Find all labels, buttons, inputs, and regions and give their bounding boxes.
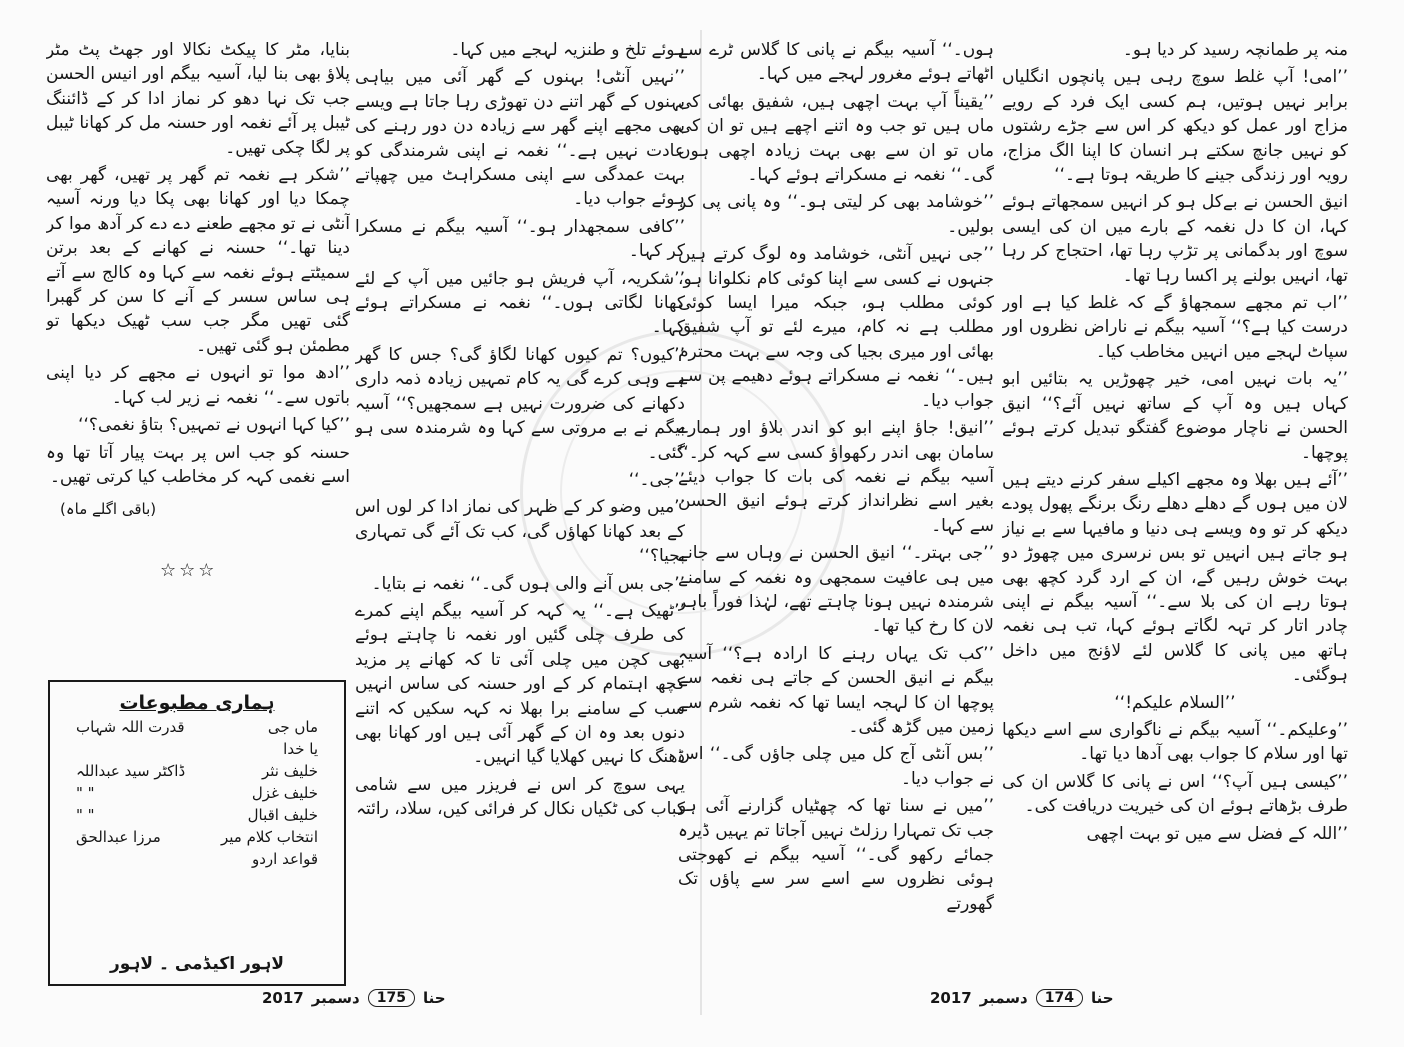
paragraph: ’’بس آنٹی آج کل میں چلی جاؤں گی۔‘‘ اس نے جواب دیا۔ bbox=[678, 744, 994, 789]
ad-row bbox=[50, 740, 344, 758]
footer-right bbox=[930, 986, 1114, 1010]
paragraph: بنایا، مٹر کا پیکٹ نکالا اور جھٹ پٹ مٹر پلاؤ بھی بنا لیا، آسیہ بیگم اور انیس الحسن جب تک نہا دھو کر نماز ادا کر کے ڈائننگ ٹیبل پر آئے نغمہ اور حسنہ مل کر کھانا ٹیبل پر لگا چکی تھیں۔ bbox=[46, 40, 350, 158]
column-1 bbox=[1002, 38, 1348, 978]
ad-row bbox=[50, 806, 344, 824]
paragraph: ’’جی نہیں آنٹی، خوشامد وہ لوگ کرتے ہیں جنہوں نے کسی سے اپنا کوئی کام نکلوانا ہو، کوئی مطلب ہو، جبکہ میرا ایسا کوئی مطلب ہے نہ کام، میرے لئے تو آپ شفیق بھائی اور میری بجیا کی وجہ سے بہت محترم ہیں۔‘‘ نغمہ نے مسکراتے ہوئے دھیمے پن سے جواب دیا۔ bbox=[678, 244, 994, 411]
paragraph: ’’شکر ہے نغمہ تم گھر پر تھیں، گھر بھی چمکا دیا اور کھانا بھی پکا دیا ورنہ آسیہ آنٹی نے تو مجھے طعنے دے دے کر آدھ موا کر دینا تھا۔‘‘ حسنہ نے کھانے کے بعد برتن سمیٹتے ہوئے نغمہ سے کہا وہ کالج سے آتے ہی ساس سسر کے آنے کا سن کر گھبرا گئی تھیں مگر جب سب ٹھیک دیکھا تو مطمئن ہو گئی تھیں۔ bbox=[46, 165, 350, 356]
footer-left bbox=[262, 986, 446, 1010]
paragraph: ’’انیق! جاؤ اپنے ابو کو اندر بلاؤ اور ہمارے سامان بھی اندر رکھواؤ کسی سے کہہ کر۔‘‘ آسیہ بیگم نے نغمہ کی بات کا جواب دیئے بغیر اسے نظرانداز کرتے ہوئے انیق الحسن سے کہا۔ bbox=[678, 418, 994, 536]
magazine-brand: حنا bbox=[422, 989, 446, 1007]
paragraph: ’’جی بہتر۔‘‘ انیق الحسن نے وہاں سے جانے میں ہی عافیت سمجھی وہ نغمہ کے سامنے شرمندہ نہیں ہونا چاہتے تھے، لہٰذا فوراً باہر لان کا رخ کیا تھا۔ bbox=[678, 543, 994, 637]
paragraph: ’’کیا کہا انہوں نے تمہیں؟ بتاؤ نغمی؟‘‘ bbox=[78, 415, 350, 436]
ad-book-author: ڈاکٹر سید عبداللہ bbox=[76, 762, 186, 780]
paragraph: ’’شکریہ، آپ فریش ہو جائیں میں آپ کے لئے کھانا لگاتی ہوں۔‘‘ نغمہ نے مسکراتے ہوئے کہا۔ bbox=[355, 268, 685, 338]
footer-month: دسمبر bbox=[979, 989, 1028, 1007]
ad-book-title: خلیف غزل bbox=[251, 784, 318, 802]
paragraph: ’’ادھ موا تو انہوں نے مجھے کر دیا اپنی باتوں سے۔‘‘ نغمہ نے زیر لب کہا۔ bbox=[46, 363, 350, 408]
magazine-brand: حنا bbox=[1090, 989, 1114, 1007]
paragraph: ’’کافی سمجھدار ہو۔‘‘ آسیہ بیگم نے مسکرا کر کہا۔ bbox=[355, 216, 685, 262]
paragraph: ’’کیسی ہیں آپ؟‘‘ اس نے پانی کا گلاس ان کی طرف بڑھاتے ہوئے ان کی خیریت دریافت کی۔ bbox=[1002, 771, 1348, 817]
paragraph: ’’وعلیکم۔‘‘ آسیہ بیگم نے ناگواری سے اسے دیکھا تھا اور سلام کا جواب بھی آدھا دیا تھا۔ bbox=[1002, 719, 1348, 765]
page-number: 174 bbox=[1036, 989, 1083, 1007]
paragraph: ’’جی۔‘‘ bbox=[628, 469, 685, 490]
section-stars: ☆☆☆ bbox=[160, 560, 218, 581]
publications-ad bbox=[48, 680, 346, 986]
paragraph: ’’اللہ کے فضل سے میں تو بہت اچھی bbox=[1086, 823, 1348, 844]
paragraph: ’’اب تم مجھے سمجھاؤ گے کہ غلط کیا ہے اور درست کیا ہے؟‘‘ آسیہ بیگم نے ناراض نظروں اور سپاٹ لہجے میں انہیں مخاطب کیا۔ bbox=[1002, 293, 1348, 362]
paragraph: ’’السلام علیکم!‘‘ bbox=[1114, 692, 1236, 713]
paragraph: ’’جی بس آنے والی ہوں گی۔‘‘ نغمہ نے بتایا۔ bbox=[371, 573, 685, 594]
ad-row bbox=[50, 828, 344, 846]
paragraph: ’’کیوں؟ تم کیوں کھانا لگاؤ گی؟ جس کا گھر ہے وہی کرے گی یہ کام تمہیں زیادہ ذمہ داری دکھانے کی ضرورت نہیں ہے سمجھیں؟‘‘ آسیہ بیگم نے بے مروتی سے کہا وہ شرمندہ سی ہو گئی۔ bbox=[355, 344, 685, 463]
column-4 bbox=[46, 38, 350, 573]
ad-row bbox=[50, 718, 344, 736]
paragraph: انیق الحسن نے بےکل ہو کر انہیں سمجھاتے ہوئے کہا، ان کا دل نغمہ کے بارے میں ان کی ایسی سوچ اور بدگمانی پر تڑپ رہا تھا، احتجاج کر رہا تھا، انہیں بولنے پر اکسا رہا تھا۔ bbox=[1002, 192, 1348, 286]
paragraph: ’’میں نے سنا تھا کہ چھٹیاں گزارنے آئی ہو جب تک تمہارا رزلٹ نہیں آجاتا تم یہیں ڈیرہ جمائے رکھو گی۔‘‘ آسیہ بیگم نے کھوجتی ہوئی نظروں سے اسے سر سے پاؤں تک گھورتے bbox=[678, 796, 994, 914]
ad-book-title: خلیف نثر bbox=[261, 762, 318, 780]
paragraph: ’’آئے ہیں بھلا وہ مجھے اکیلے سفر کرنے دیتے ہیں لان میں ہوں گے دھلے دھلے رنگ برنگے پھول پودے دیکھ کر تو وہ ویسے ہی دنیا و مافیہا سے بے نیاز ہو جاتے ہیں انہیں تو بس نرسری میں چھوڑ دو بہت خوش رہیں گے، ان کے ارد گرد کچھ بھی ہوتا رہے ان کی بلا سے۔‘‘ آسیہ بیگم نے اپنی چادر اتار کر تہہ لگاتے ہوئے کہا، تب ہی نغمہ ہاتھ میں پانی کا گلاس لئے لاؤنج میں داخل ہوگئی۔ bbox=[1002, 469, 1348, 686]
paragraph: ’’میں وضو کر کے ظہر کی نماز ادا کر لوں اس کے بعد کھانا کھاؤں گی، کب تک آئے گی تمہاری بجیا؟‘‘ bbox=[355, 497, 685, 567]
ad-publisher: لاہور اکیڈمی ۔ لاہور bbox=[109, 954, 285, 974]
paragraph: ’’کب تک یہاں رہنے کا ارادہ ہے؟‘‘ آسیہ بیگم نے انیق الحسن کے جاتے ہی نغمہ سے پوچھا ان کا لہجہ ایسا تھا کہ نغمہ شرم سے زمین میں گڑھ گئی۔ bbox=[678, 643, 994, 737]
ad-book-title: یا خدا bbox=[283, 740, 318, 758]
paragraph: ہوئے تلخ و طنزیہ لہجے میں کہا۔ bbox=[450, 40, 685, 60]
ad-row bbox=[50, 850, 344, 868]
paragraph: یہی سوچ کر اس نے فریزر میں سے شامی کباب کی ٹکیاں نکال کر فرائی کیں، سلاد، رائتہ bbox=[355, 774, 685, 820]
ad-book-author: قدرت اللہ شہاب bbox=[76, 718, 185, 736]
paragraph: ’’یہ بات نہیں امی، خیر چھوڑیں یہ بتائیں ابو کہاں ہیں وہ آپ کے ساتھ نہیں آئے؟‘‘ انیق الحسن نے ناچار موضوع گفتگو تبدیل کرتے ہوئے پوچھا۔ bbox=[1002, 369, 1348, 463]
ad-book-author: مرزا عبدالحق bbox=[76, 828, 161, 846]
footer-year: 2017 bbox=[930, 989, 972, 1007]
paragraph: ’’نہیں آنٹی! بہنوں کے گھر آئی میں بیاہی بہنوں کے گھر اتنے دن تھوڑی رہا جاتا ہے ویسے بھی مجھے اپنے گھر سے زیادہ دن دور رہنے کی عادت نہیں ہے۔‘‘ نغمہ نے اپنی شرمندگی کو بہت عمدگی سے اپنی مسکراہٹ میں چھپاتے ہوئے جواب دیا۔ bbox=[355, 67, 685, 210]
footer-year: 2017 bbox=[262, 989, 304, 1007]
ad-book-author: " " bbox=[76, 806, 95, 824]
paragraph: ’’امی! آپ غلط سوچ رہی ہیں پانچوں انگلیاں برابر نہیں ہوتیں، ہم کسی ایک فرد کے رویے مزاج اور عمل کو دیکھ کر اس سے جڑے رشتوں کو نہیں جانچ سکتے ہر انسان کا اپنا الگ مزاج، رویہ اور زندگی جینے کا طریقہ ہوتا ہے۔‘‘ bbox=[1002, 67, 1348, 186]
page-number: 175 bbox=[368, 989, 415, 1007]
paragraph: حسنہ کو جب اس پر بہت پیار آتا تھا وہ اسے نغمی کہہ کر مخاطب کیا کرتی تھیں۔ bbox=[46, 442, 350, 487]
ad-book-title: انتخاب کلام میر bbox=[221, 828, 318, 846]
ad-book-title: ماں جی bbox=[267, 718, 318, 736]
paragraph: ’’یقیناً آپ بہت اچھی ہیں، شفیق بھائی کی ماں ہیں تو جب وہ اتنے اچھے ہیں تو ان کی ماں تو ان سے بھی بہت زیادہ اچھی ہوں گی۔‘‘ نغمہ نے مسکراتے ہوئے کہا۔ bbox=[678, 91, 994, 186]
ad-row bbox=[50, 784, 344, 802]
paragraph: منہ پر طمانچہ رسید کر دیا ہو۔ bbox=[1122, 40, 1348, 60]
continued-note: (باقی اگلے ماہ) bbox=[60, 500, 157, 518]
paragraph: ’’خوشامد بھی کر لیتی ہو۔‘‘ وہ پانی پی کر بولیں۔ bbox=[678, 192, 994, 237]
column-3 bbox=[355, 38, 685, 978]
paragraph: ’’ٹھیک ہے۔‘‘ یہ کہہ کر آسیہ بیگم اپنے کمرے کی طرف چلی گئیں اور نغمہ نا چاہتے ہوئے بھی کچن میں چلی آئی تا کہ کھانے پر مزید کچھ اہتمام کر کے اور حسنہ کی ساس انہیں سب کے سامنے برا بھلا نہ کہہ سکیں کہ اتنے دنوں بعد وہ ان کے گھر آئی ہیں اور کھانا بھی ڈھنگ کا نہیں کھلایا گیا انہیں۔ bbox=[355, 600, 685, 768]
ad-title: ہماری مطبوعات bbox=[119, 692, 275, 714]
ad-book-title: خلیف اقبال bbox=[247, 806, 318, 824]
column-2 bbox=[678, 38, 994, 978]
footer-month: دسمبر bbox=[311, 989, 360, 1007]
ad-row bbox=[50, 762, 344, 780]
paragraph: ہوں۔‘‘ آسیہ بیگم نے پانی کا گلاس ٹرے سے اٹھاتے ہوئے مغرور لہجے میں کہا۔ bbox=[678, 40, 994, 85]
ad-book-title: قواعد اردو bbox=[251, 850, 318, 868]
ad-book-author: " " bbox=[76, 784, 95, 802]
